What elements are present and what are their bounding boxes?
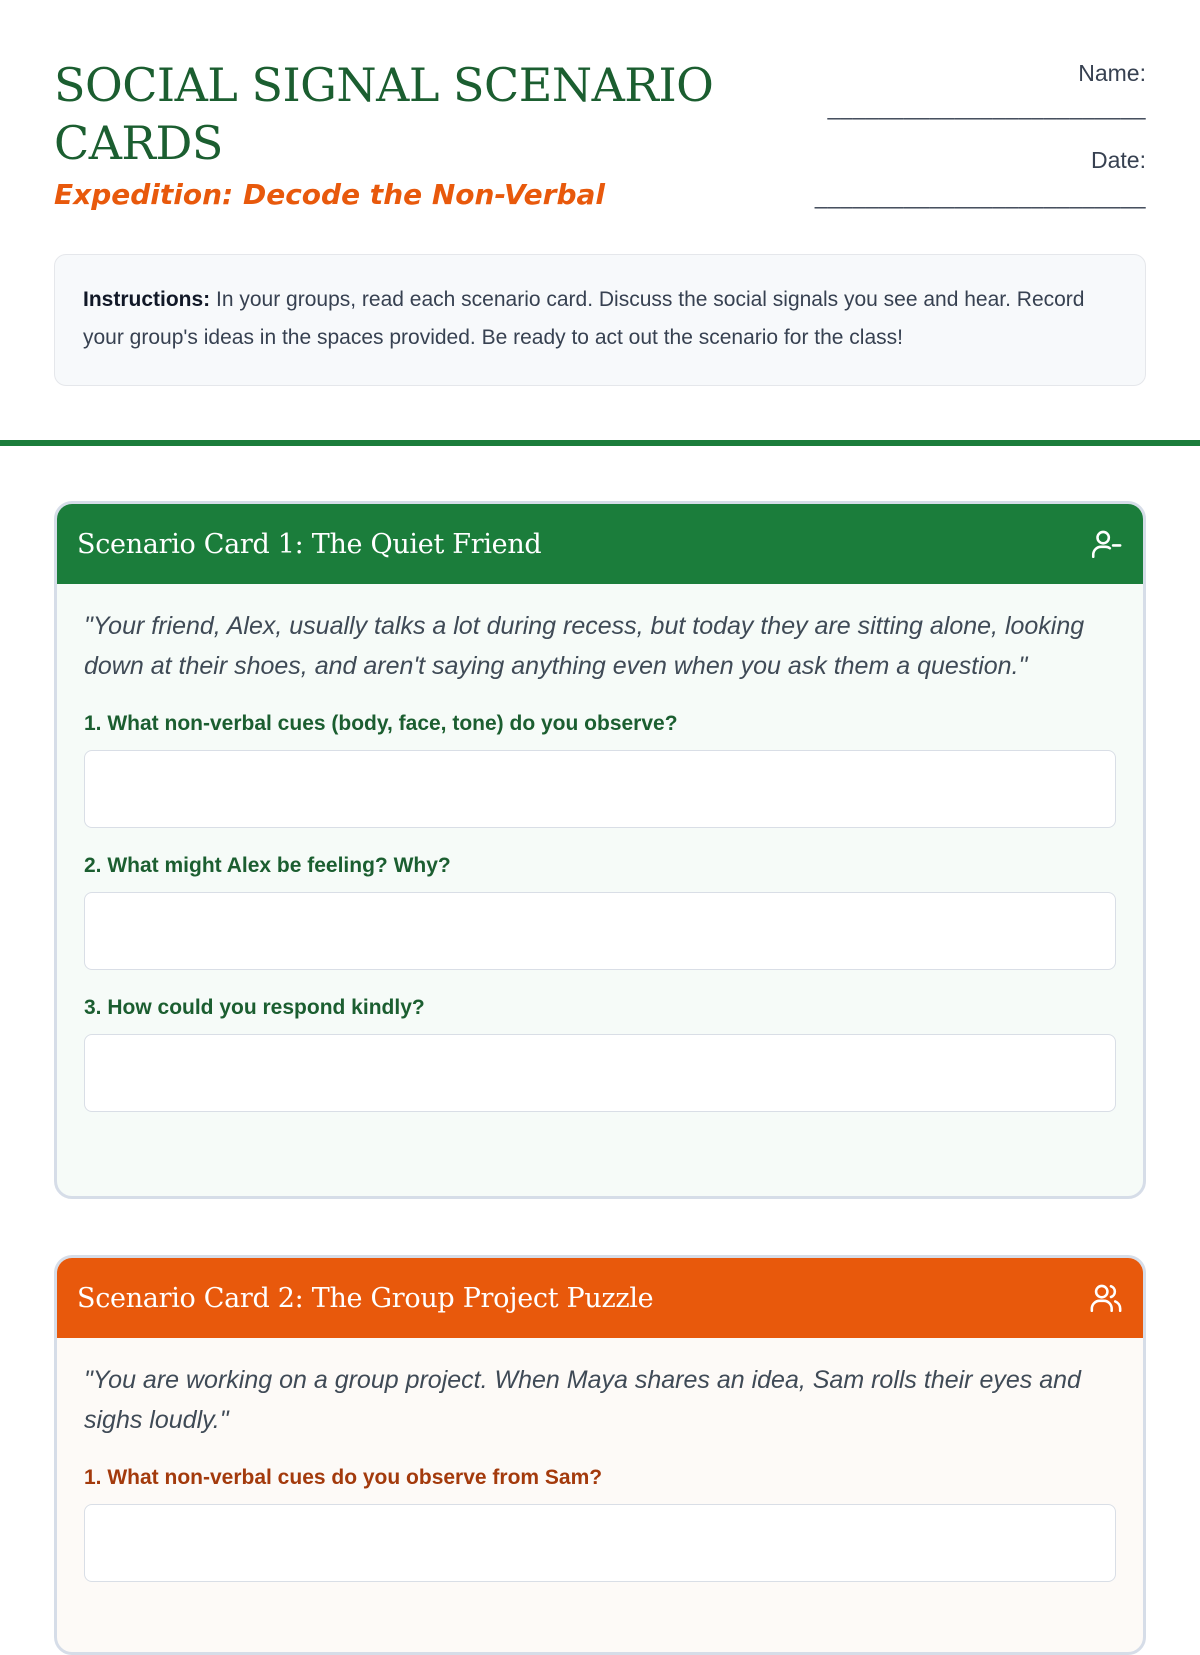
answer-box[interactable] [84, 1034, 1116, 1112]
page-subtitle: Expedition: Decode the Non-Verbal [54, 178, 606, 211]
card-header [57, 504, 1143, 584]
question-label: 1. What non-verbal cues do you observe from Sam? [84, 1466, 603, 1489]
question-label: 3. How could you respond kindly? [84, 996, 425, 1019]
date-label: Date: [1091, 147, 1146, 173]
users-icon [1089, 1281, 1123, 1315]
card-title: Scenario Card 2: The Group Project Puzzle [77, 1282, 654, 1314]
instructions-label: Instructions: [83, 288, 211, 311]
scenario-text: "You are working on a group project. When Maya shares an idea, Sam rolls their eyes and sighs loudly." [84, 1366, 1081, 1434]
card-title: Scenario Card 1: The Quiet Friend [77, 528, 542, 560]
name-field[interactable]: _________________________ [827, 95, 1146, 120]
worksheet-header [54, 56, 1146, 226]
page-title: SOCIAL SIGNAL SCENARIO CARDS [54, 58, 714, 170]
scenario-card-1 [54, 501, 1146, 1199]
instructions-box [54, 254, 1146, 386]
scenario-card-2 [54, 1255, 1146, 1655]
answer-box[interactable] [84, 1504, 1116, 1582]
date-field[interactable]: __________________________ [814, 184, 1146, 209]
answer-box[interactable] [84, 750, 1116, 828]
card-header [57, 1258, 1143, 1338]
instructions-text: In your groups, read each scenario card. Discuss the social signals you see and hear. Record your group's ideas in the spaces provided. Be ready to act out the scenario for the class! [83, 288, 1085, 349]
question-label: 2. What might Alex be feeling? Why? [84, 854, 451, 877]
answer-box[interactable] [84, 892, 1116, 970]
question-label: 1. What non-verbal cues (body, face, tone) do you observe? [84, 712, 678, 735]
student-info [766, 56, 1146, 210]
scenario-text: "Your friend, Alex, usually talks a lot during recess, but today they are sitting alone, looking down at their shoes, and aren't saying anything even when you ask them a question." [84, 612, 1085, 680]
user-minus-icon [1089, 527, 1123, 561]
name-label: Name: [1078, 60, 1146, 86]
section-divider [0, 440, 1200, 446]
